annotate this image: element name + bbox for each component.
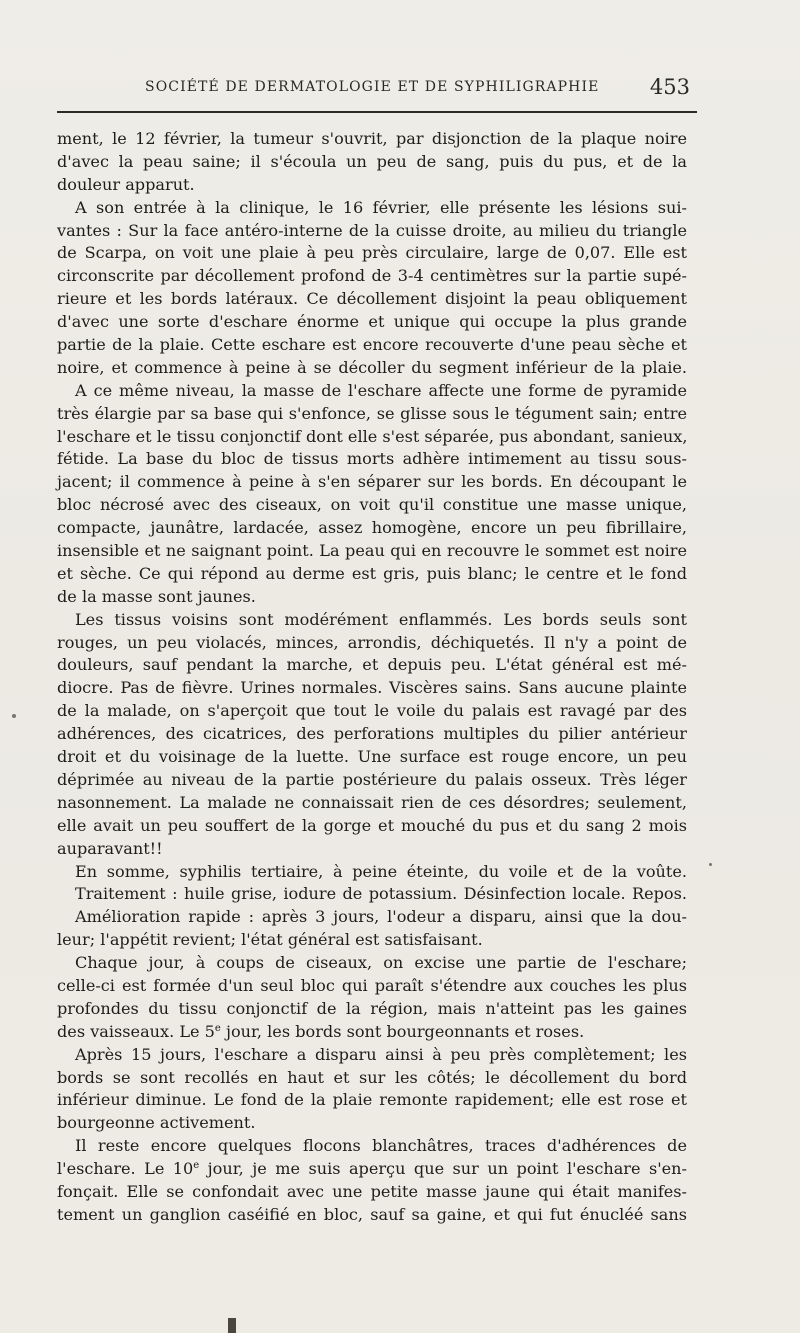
text-line: celle-ci est formée d'un seul bloc qui paraît s'étendre aux couches les plus: [57, 975, 687, 995]
text-line: auparavant!!: [57, 838, 163, 858]
page-number: 453: [649, 75, 690, 99]
text-line: tement un ganglion caséifié en bloc, sauf sa gaine, et qui fut énucléé sans: [57, 1204, 687, 1224]
text-line: rieure et les bords latéraux. Ce décollement disjoint la peau obliquement: [57, 289, 687, 309]
text-line: Après 15 jours, l'eschare a disparu ainsi à peu près complètement; les: [75, 1044, 687, 1064]
text-line: d'avec la peau saine; il s'écoula un peu de sang, puis du pus, et de la: [57, 151, 687, 171]
text-line: profondes du tissu conjonctif de la région, mais n'atteint pas les gaines: [57, 998, 687, 1018]
text-line: l'eschare et le tissu conjonctif dont elle s'est séparée, pus abondant, sanieux,: [57, 426, 688, 446]
text-line: rouges, un peu violacés, minces, arrondis, déchiquetés. Il n'y a point de: [57, 632, 687, 652]
text-line: douleur apparut.: [57, 174, 195, 194]
text-line: [57, 1021, 687, 1044]
running-head-title: SOCIÉTÉ DE DERMATOLOGIE ET DE SYPHILIGRAPHIE: [145, 79, 600, 95]
text-line: partie de la plaie. Cette eschare est encore recouverte d'une peau sèche et: [57, 335, 687, 355]
scan-mark: [228, 1318, 236, 1333]
text-line: fonçait. Elle se confondait avec une petite masse jaune qui était manifes-: [57, 1181, 687, 1201]
text-fragment: jour, les bords sont bourgeonnants et roses.: [220, 1021, 585, 1041]
text-fragment: des vaisseaux. Le 5: [57, 1021, 215, 1041]
text-line: diocre. Pas de fièvre. Urines normales. Viscères sains. Sans aucune plainte: [57, 678, 687, 698]
paper-speck: [12, 714, 16, 718]
running-head: [145, 75, 690, 103]
text-line: bords se sont recollés en haut et sur les côtés; le décollement du bord: [57, 1067, 687, 1087]
text-line: Traitement : huile grise, iodure de potassium. Désinfection locale. Repos.: [75, 884, 687, 904]
text-line: déprimée au niveau de la partie postérieure du palais osseux. Très léger: [57, 769, 687, 789]
text-line: jacent; il commence à peine à s'en séparer sur les bords. En découpant le: [57, 472, 687, 492]
body-text: [57, 128, 687, 1227]
text-line: circonscrite par décollement profond de 3-4 centimètres sur la partie supé-: [57, 266, 687, 286]
text-line: très élargie par sa base qui s'enfonce, se glisse sous le tégument sain; entre: [57, 403, 687, 423]
text-line: bloc nécrosé avec des ciseaux, on voit qu'il constitue une masse unique,: [57, 495, 687, 515]
text-line: adhérences, des cicatrices, des perforations multiples du pilier antérieur: [57, 724, 687, 744]
text-line: compacte, jaunâtre, lardacée, assez homogène, encore un peu fibrillaire,: [57, 518, 687, 538]
text-line: En somme, syphilis tertiaire, à peine éteinte, du voile et de la voûte.: [75, 861, 687, 881]
text-line: [57, 1158, 687, 1181]
text-line: d'avec une sorte d'eschare énorme et unique qui occupe la plus grande: [57, 312, 687, 332]
superscript: e: [193, 1160, 200, 1172]
text-line: inférieur diminue. Le fond de la plaie remonte rapidement; elle est rose et: [57, 1090, 687, 1110]
text-line: douleurs, sauf pendant la marche, et depuis peu. L'état général est mé-: [57, 655, 687, 675]
text-fragment: jour, je me suis aperçu que sur un point l'eschare s'en-: [199, 1159, 687, 1179]
text-line: et sèche. Ce qui répond au derme est gris, puis blanc; le centre et le fond: [57, 563, 687, 583]
text-line: nasonnement. La malade ne connaissait rien de ces désordres; seulement,: [57, 792, 687, 812]
text-line: A son entrée à la clinique, le 16 février, elle présente les lésions sui-: [75, 197, 687, 217]
text-line: de la malade, on s'aperçoit que tout le voile du palais est ravagé par des: [57, 701, 687, 721]
superscript: e: [214, 1022, 221, 1034]
text-line: ment, le 12 février, la tumeur s'ouvrit, par disjonction de la plaque noire: [57, 129, 687, 148]
text-line: leur; l'appétit revient; l'état général est satisfaisant.: [57, 930, 483, 950]
text-line: Les tissus voisins sont modérément enflammés. Les bords seuls sont: [75, 609, 687, 629]
text-line: Amélioration rapide : après 3 jours, l'odeur a disparu, ainsi que la dou-: [75, 907, 687, 927]
text-line: insensible et ne saignant point. La peau qui en recouvre le sommet est noire: [57, 541, 687, 561]
paper-speck: [709, 863, 712, 866]
text-line: elle avait un peu souffert de la gorge et mouché du pus et du sang 2 mois: [57, 815, 687, 835]
text-line: Il reste encore quelques flocons blanchâtres, traces d'adhérences de: [75, 1136, 687, 1156]
text-line: A ce même niveau, la masse de l'eschare affecte une forme de pyramide: [75, 380, 687, 400]
header-rule: [57, 111, 697, 113]
text-line: de Scarpa, on voit une plaie à peu près circulaire, large de 0,07. Elle est: [57, 243, 687, 263]
text-fragment: l'eschare. Le 10: [57, 1159, 194, 1179]
text-line: Chaque jour, à coups de ciseaux, on excise une partie de l'eschare;: [75, 953, 687, 973]
text-line: fétide. La base du bloc de tissus morts adhère intimement au tissu sous-: [57, 449, 687, 469]
text-line: noire, et commence à peine à se décoller du segment inférieur de la plaie.: [57, 357, 687, 377]
text-line: droit et du voisinage de la luette. Une surface est rouge encore, un peu: [57, 747, 687, 767]
text-line: vantes : Sur la face antéro-interne de la cuisse droite, au milieu du triangle: [57, 220, 687, 240]
text-line: bourgeonne activement.: [57, 1113, 256, 1133]
text-line: de la masse sont jaunes.: [57, 586, 256, 606]
